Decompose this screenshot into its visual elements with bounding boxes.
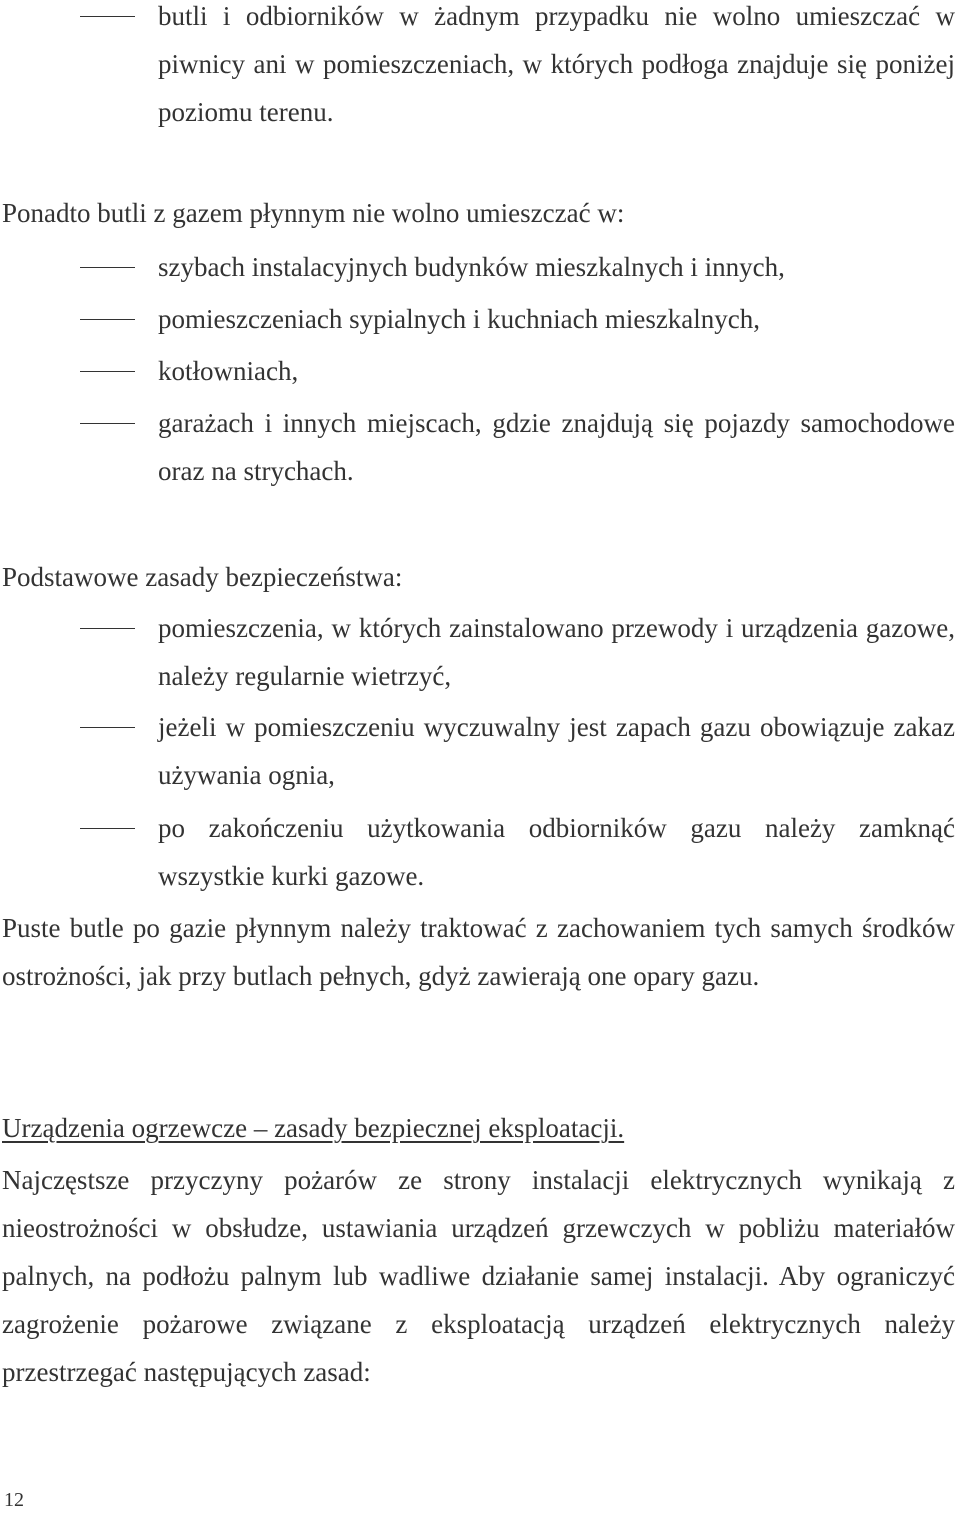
- list-item-text: pomieszczeniach sypialnych i kuchniach mieszkalnych,: [158, 304, 761, 334]
- dash-bullet: [80, 828, 135, 829]
- dash-bullet: [80, 423, 135, 424]
- section-heading: Urządzenia ogrzewcze – zasady bezpiecznej eksploatacji.: [2, 1113, 625, 1143]
- dash-bullet: [80, 371, 135, 372]
- list-item-text: pomieszczenia, w których zainstalowano przewody i urządzenia gazowe, należy regularnie wietrzyć,: [158, 613, 955, 691]
- page-number: 12: [4, 1489, 24, 1511]
- paragraph: Puste butle po gazie płynnym należy traktować z zachowaniem tych samych środków ostrożności, jak przy butlach pełnych, gdyż zawierają one opary gazu.: [2, 913, 955, 991]
- dash-bullet: [80, 16, 135, 17]
- paragraph: Najczęstsze przyczyny pożarów ze strony instalacji elektrycznych wynikają z nieostrożności w obsłudze, ustawiania urządzeń grzewczych w pobliżu materiałów palnych, na podłożu palnym lub wadliwe działanie samej instalacji. Aby ograniczyć zagrożenie pożarowe związane z eksploatacją urządzeń elektrycznych należy przestrzegać następujących zasad:: [2, 1165, 955, 1387]
- dash-bullet: [80, 727, 135, 728]
- list-item-text: butli i odbiorników w żadnym przypadku nie wolno umieszczać w piwnicy ani w pomieszczeniach, w których podłoga znajduje się poniżej poziomu terenu.: [158, 1, 955, 127]
- dash-bullet: [80, 267, 135, 268]
- list-item-text: szybach instalacyjnych budynków mieszkalnych i innych,: [158, 252, 785, 282]
- list-item-text: po zakończeniu użytkowania odbiorników gazu należy zamknąć wszystkie kurki gazowe.: [158, 813, 955, 891]
- paragraph: Podstawowe zasady bezpieczeństwa:: [2, 562, 403, 592]
- list-item-text: jeżeli w pomieszczeniu wyczuwalny jest zapach gazu obowiązuje zakaz używania ognia,: [158, 712, 955, 790]
- paragraph: Ponadto butli z gazem płynnym nie wolno umieszczać w:: [2, 198, 625, 228]
- dash-bullet: [80, 628, 135, 629]
- list-item-text: garażach i innych miejscach, gdzie znajdują się pojazdy samochodowe oraz na strychach.: [158, 408, 955, 486]
- dash-bullet: [80, 319, 135, 320]
- list-item-text: kotłowniach,: [158, 356, 299, 386]
